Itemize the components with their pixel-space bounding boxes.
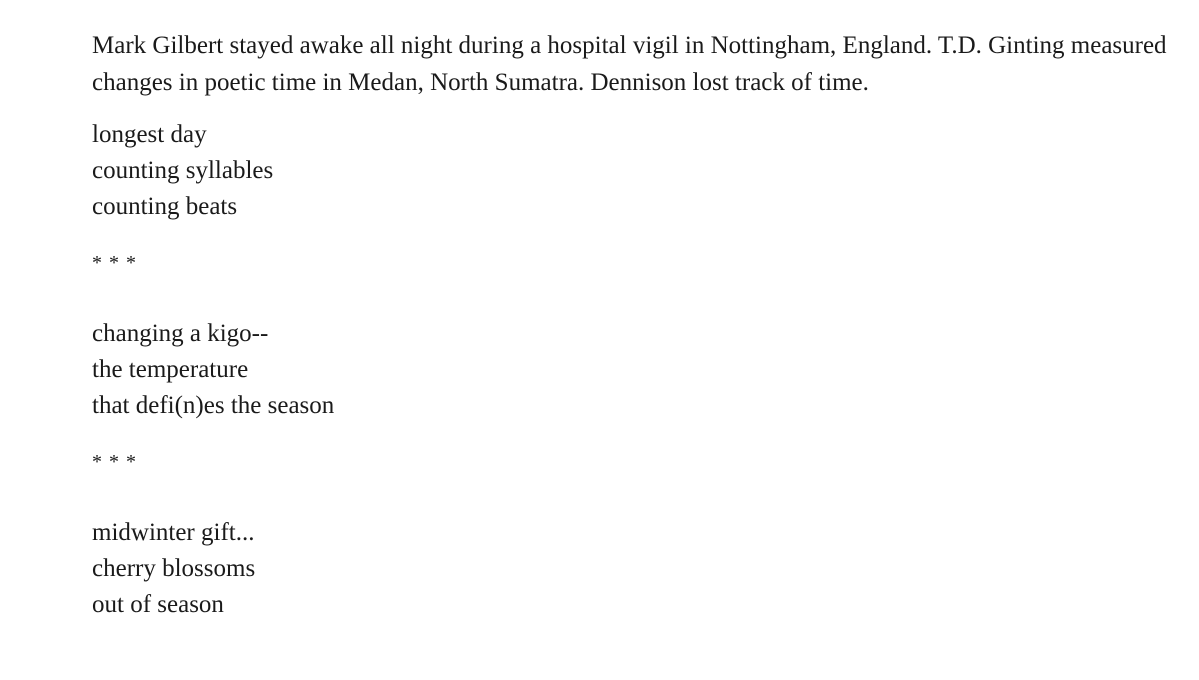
poem-line: counting beats	[92, 193, 238, 220]
poem-line: out of season	[92, 591, 224, 618]
poem-line: counting syllables	[92, 157, 274, 184]
poem-line: that defi(n)es the season	[92, 392, 335, 419]
section-separator: * * *	[92, 252, 137, 274]
intro-paragraph: Mark Gilbert stayed awake all night during a hospital vigil in Nottingham, England. T.D. Ginting measured changes in poetic time in Medan, North Sumatra. Dennison lost track of time.	[92, 32, 1167, 96]
poem-line: cherry blossoms	[92, 555, 256, 582]
article-body	[92, 27, 1172, 623]
poem-line: longest day	[92, 121, 207, 148]
haiku-changing-a-kigo	[92, 316, 1172, 424]
poem-line: midwinter gift...	[92, 519, 255, 546]
haiku-longest-day	[92, 117, 1172, 225]
section-separator: * * *	[92, 451, 137, 473]
poem-line: the temperature	[92, 356, 249, 383]
haiku-midwinter-gift	[92, 515, 1172, 623]
poem-line: changing a kigo--	[92, 320, 269, 347]
